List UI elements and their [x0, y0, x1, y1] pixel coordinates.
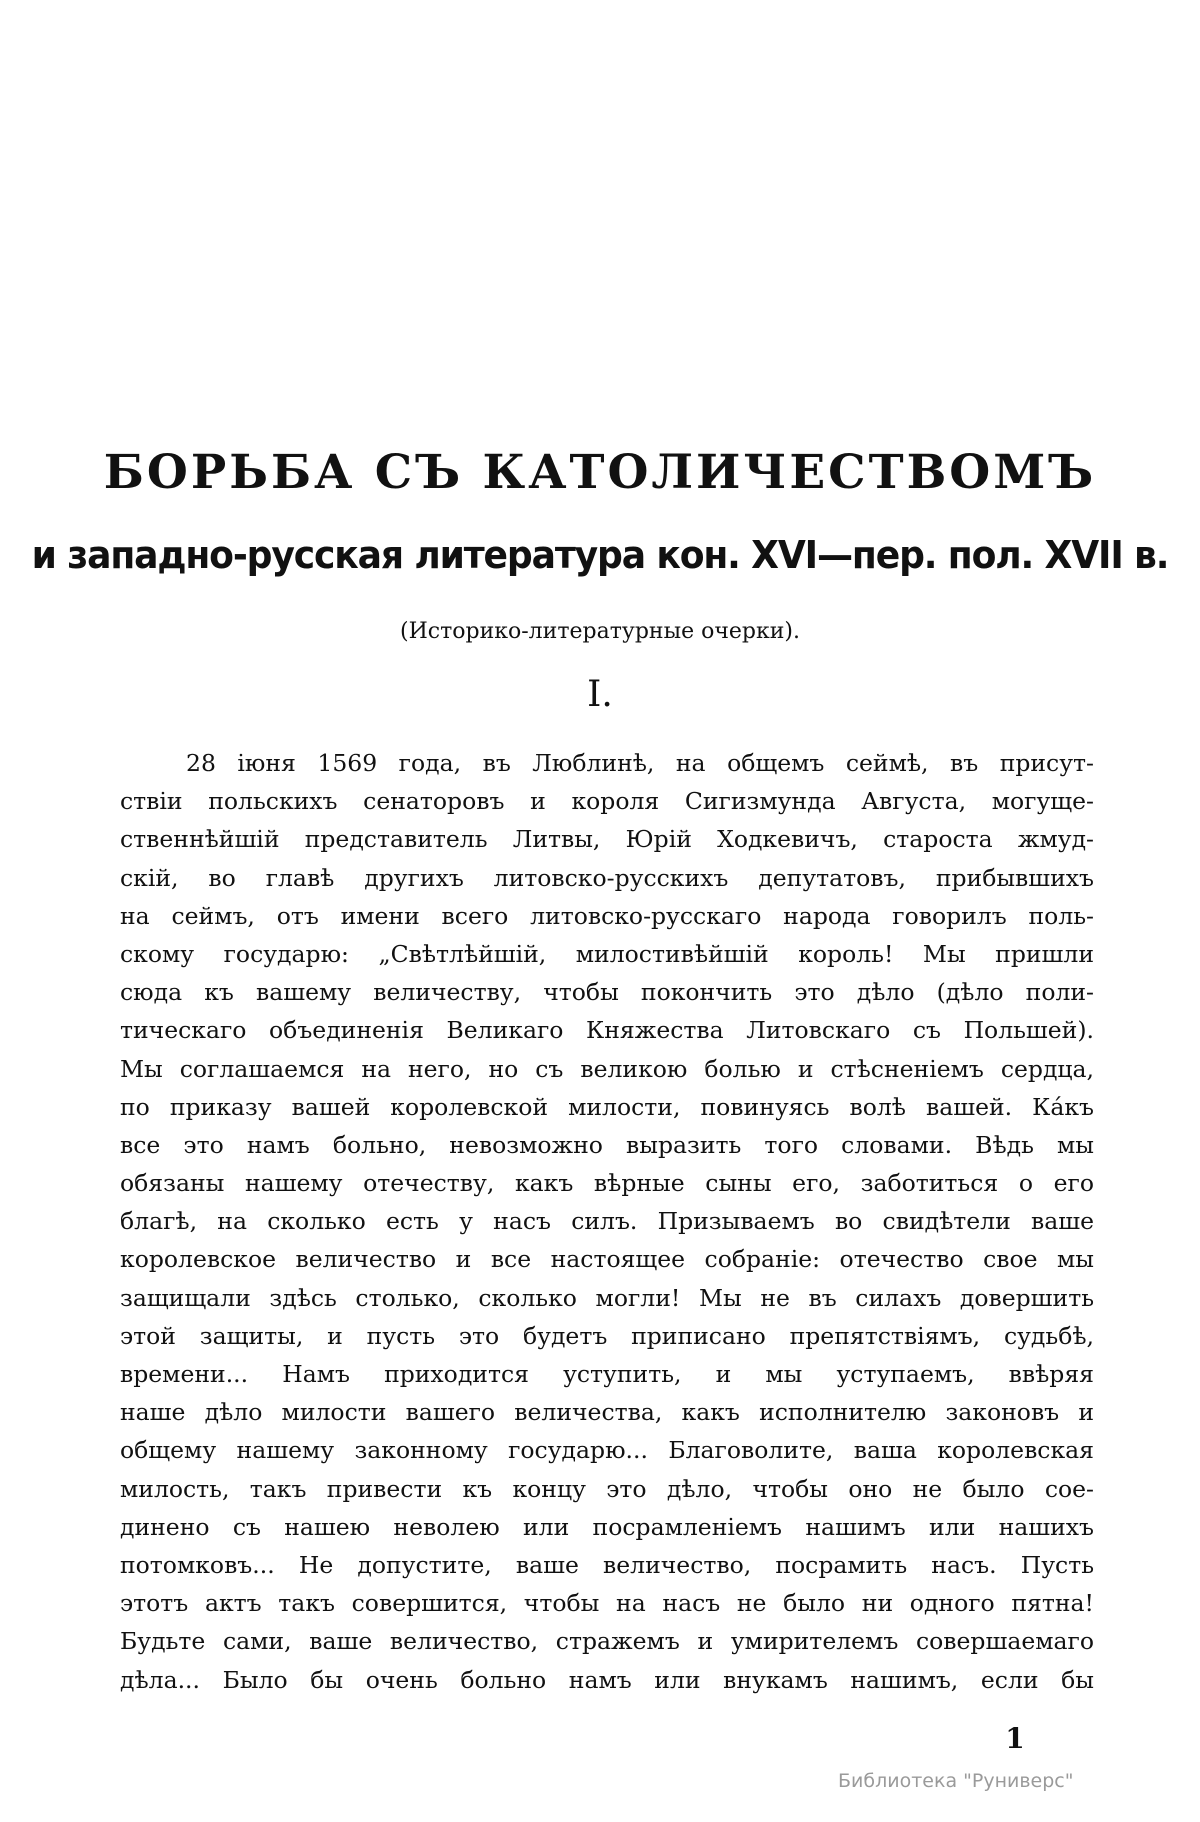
body-line: потомковъ... Не допустите, ваше величество, посрамить насъ. Пусть: [120, 1550, 1094, 1579]
body-line: по приказу вашей королевской милости, повинуясь волѣ вашей. Ка́къ: [120, 1092, 1094, 1121]
body-text: [120, 744, 1094, 1699]
chapter-title: БОРЬБА СЪ КАТОЛИЧЕСТВОМЪ: [103, 445, 1097, 500]
body-line: скому государю: „Свѣтлѣйшій, милостивѣйшій король! Мы пришли: [120, 939, 1094, 968]
body-line: королевское величество и все настоящее собраніе: отечество свое мы: [120, 1245, 1094, 1274]
body-line: 28 іюня 1569 года, въ Люблинѣ, на общемъ сеймѣ, въ присут-: [186, 749, 1094, 777]
body-line: динено съ нашею неволею или посрамленіемъ нашимъ или нашихъ: [120, 1512, 1094, 1541]
chapter-subtitle: (Историко-литературные очерки).: [400, 619, 800, 644]
body-line: дѣла... Было бы очень больно намъ или внукамъ нашимъ, если бы: [120, 1665, 1094, 1694]
body-line: тическаго объединенія Великаго Княжества Литовскаго съ Польшей).: [120, 1016, 1094, 1045]
body-line: этой защиты, и пусть это будетъ приписано препятствіямъ, судьбѣ,: [120, 1321, 1094, 1350]
body-line: обязаны нашему отечеству, какъ вѣрные сыны его, заботиться о его: [120, 1169, 1094, 1198]
body-line: ствіи польскихъ сенаторовъ и короля Сигизмунда Августа, могуще-: [120, 787, 1094, 816]
body-line: Мы соглашаемся на него, но съ великою болью и стѣсненіемъ сердца,: [120, 1054, 1094, 1083]
body-line: защищали здѣсь столько, сколько могли! Мы не въ силахъ довершить: [120, 1283, 1094, 1312]
library-watermark: Библиотека "Руниверс": [838, 1770, 1074, 1792]
body-line: благѣ, на сколько есть у насъ силъ. Призываемъ во свидѣтели ваше: [120, 1207, 1094, 1236]
page-number: 1: [1005, 1722, 1025, 1755]
body-line: на сеймъ, отъ имени всего литовско-русскаго народа говорилъ поль-: [120, 901, 1094, 930]
chapter-title-continuation: и западно-русская литература кон. XVI—пер. пол. XVII в.: [31, 533, 1169, 577]
body-line: времени... Намъ приходится уступить, и мы уступаемъ, ввѣряя: [120, 1360, 1094, 1388]
body-line: наше дѣло милости вашего величества, какъ исполнителю законовъ и: [120, 1398, 1094, 1427]
body-line: ственнѣйшій представитель Литвы, Юрій Ходкевичъ, староста жмуд-: [120, 825, 1094, 854]
body-line: Будьте сами, ваше величество, стражемъ и умирителемъ совершаемаго: [120, 1627, 1094, 1656]
body-line: все это намъ больно, невозможно выразить того словами. Вѣдь мы: [120, 1130, 1094, 1159]
body-line: скій, во главѣ другихъ литовско-русскихъ депутатовъ, прибывшихъ: [120, 863, 1094, 892]
body-line: общему нашему законному государю... Благоволите, ваша королевская: [120, 1436, 1094, 1465]
body-line: милость, такъ привести къ концу это дѣло, чтобы оно не было сое-: [120, 1474, 1094, 1503]
body-line: этотъ актъ такъ совершится, чтобы на насъ не было ни одного пятна!: [120, 1589, 1094, 1618]
section-number: I.: [587, 674, 613, 715]
body-line: сюда къ вашему величеству, чтобы покончить это дѣло (дѣло поли-: [120, 978, 1094, 1007]
